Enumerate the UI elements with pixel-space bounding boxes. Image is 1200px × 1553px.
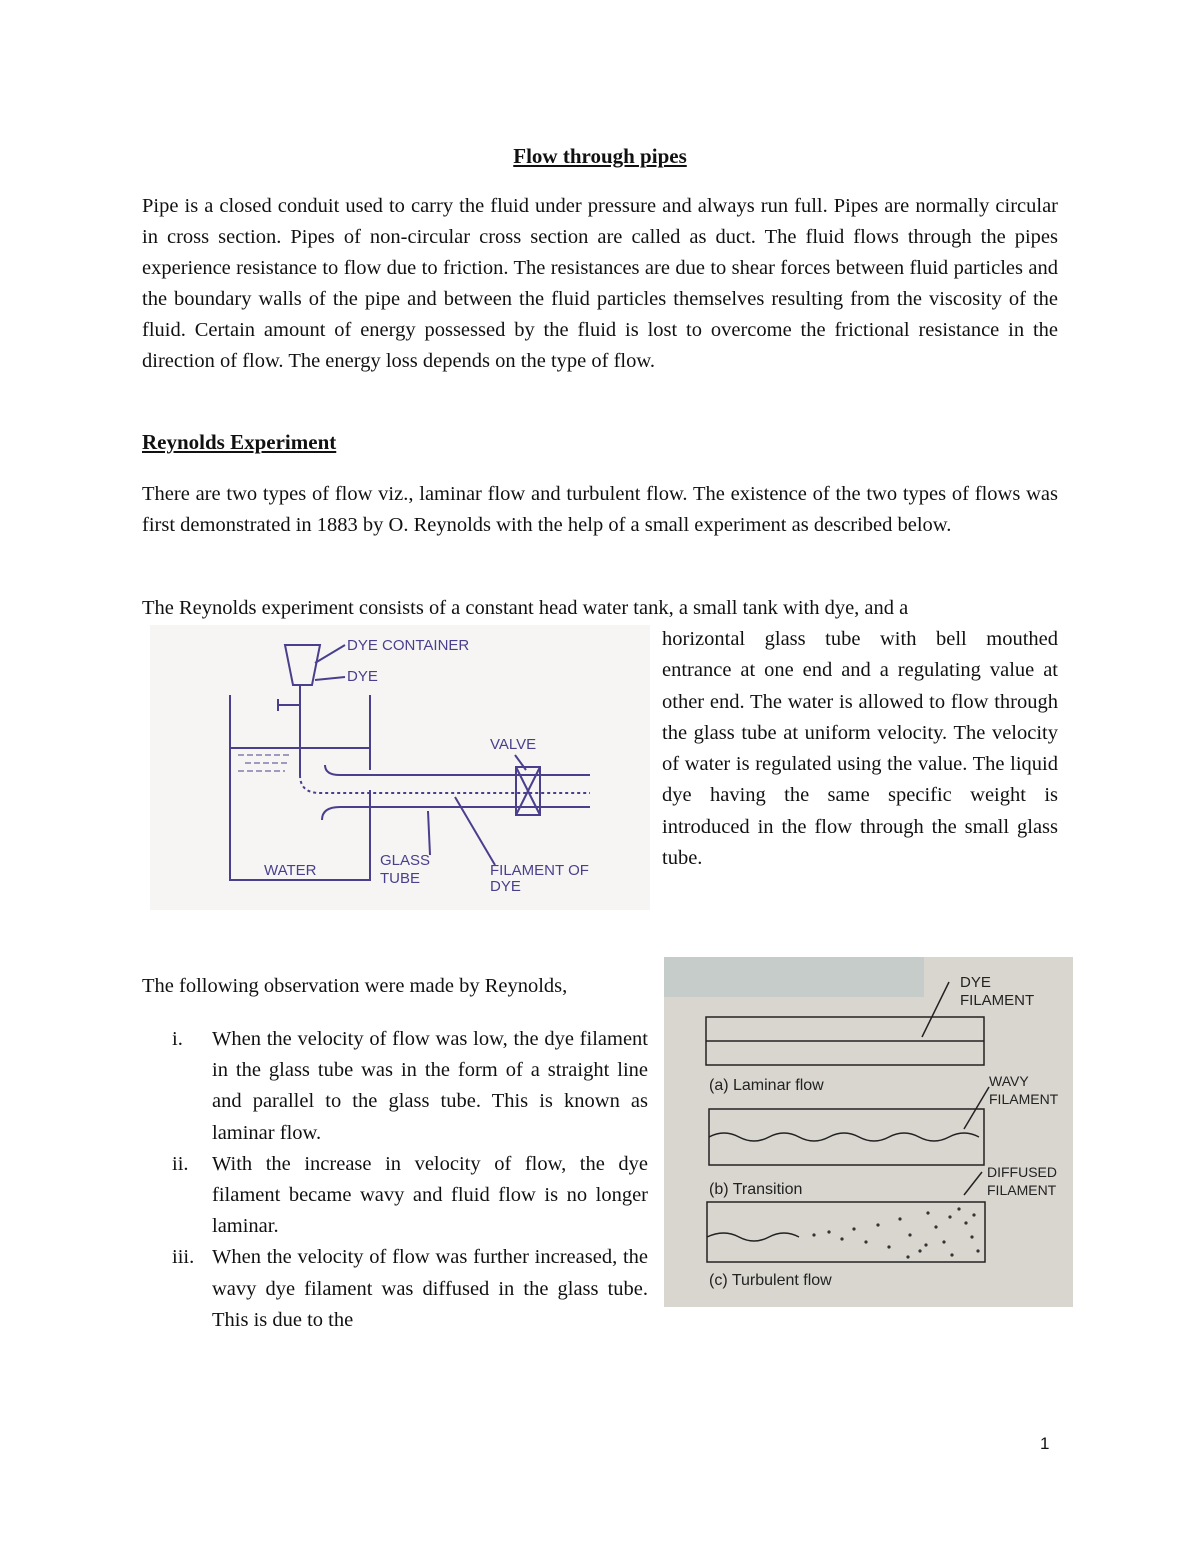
- page-number: 1: [1040, 1434, 1050, 1453]
- label-dye: DYE: [960, 974, 991, 991]
- diffused-dot: [840, 1237, 843, 1240]
- diffused-dot: [942, 1240, 945, 1243]
- diffused-dot: [887, 1245, 890, 1248]
- list-item: [142, 1149, 648, 1243]
- list-item-text: With the increase in velocity of flow, the dye filament became wavy and fluid flow is no longer laminar.: [212, 1152, 648, 1238]
- list-item-number: iii.: [172, 1246, 195, 1269]
- diffused-dot: [852, 1227, 855, 1230]
- reynolds-apparatus-figure: [150, 625, 650, 910]
- observation-list: [142, 1024, 648, 1336]
- section-heading: Reynolds Experiment: [142, 430, 337, 454]
- label-transition: (b) Transition: [709, 1181, 803, 1198]
- label-diffused-filament: FILAMENT: [987, 1182, 1057, 1198]
- label-tube: TUBE: [380, 870, 421, 887]
- list-item-text: When the velocity of flow was further increased, the wavy dye filament was diffused in the glass tube. This is due to the: [212, 1246, 648, 1331]
- list-item-number: i.: [172, 1028, 183, 1050]
- page-title: Flow through pipes: [513, 144, 687, 168]
- diffused-dot: [926, 1211, 929, 1214]
- list-item-text: When the velocity of flow was low, the dye filament in the glass tube was in the form of a straight line and parallel to the glass tube. This is known as laminar flow.: [212, 1028, 648, 1144]
- diffused-dot: [812, 1233, 815, 1236]
- experiment-first-line: The Reynolds experiment consists of a constant head water tank, a small tank with dye, and a: [142, 597, 909, 619]
- flow-figure-shade: [664, 957, 924, 997]
- diffused-dot: [924, 1243, 927, 1246]
- label-water: WATER: [264, 862, 317, 879]
- label-glass: GLASS: [380, 852, 431, 869]
- diffused-dot: [918, 1249, 921, 1252]
- observation-intro: The following observation were made by Reynolds,: [142, 975, 568, 997]
- diffused-dot: [964, 1221, 967, 1224]
- diffused-dot: [957, 1207, 960, 1210]
- diffused-dot: [908, 1233, 911, 1236]
- flow-types-figure: [664, 957, 1073, 1307]
- diffused-dot: [972, 1213, 975, 1216]
- list-item: [142, 1024, 648, 1149]
- diffused-dot: [934, 1225, 937, 1228]
- diffused-dot: [876, 1223, 879, 1226]
- label-diffused: DIFFUSED: [987, 1164, 1057, 1180]
- diffused-dot: [864, 1240, 867, 1243]
- label-filament-of: FILAMENT OF: [490, 862, 589, 879]
- intro-paragraph: Pipe is a closed conduit used to carry the fluid under pressure and always run full. Pipes are normally circular in cross section. Pipes of non-circular cross section are called as duct. The fluid flows through the pipes experience resistance to flow due to friction. The resistances are due to shear forces between fluid particles and the boundary walls of the pipe and between the fluid particles themselves resulting from the viscosity of the fluid. Certain amount of energy possessed by the fluid is lost to overcome the frictional resistance in the direction of flow. The energy loss depends on the type of flow.: [142, 195, 1058, 372]
- list-item-number: ii.: [172, 1152, 189, 1175]
- label-wavy-filament: FILAMENT: [989, 1091, 1059, 1107]
- diffused-dot: [970, 1235, 973, 1238]
- flow-figure-background: [664, 957, 1073, 1307]
- label-dye: DYE: [347, 668, 378, 685]
- label-laminar-flow: (a) Laminar flow: [709, 1077, 824, 1094]
- label-filament-dye: DYE: [490, 878, 521, 895]
- label-turbulent-flow: (c) Turbulent flow: [709, 1272, 832, 1289]
- types-paragraph: There are two types of flow viz., laminar flow and turbulent flow. The existence of the two types of flows was first demonstrated in 1883 by O. Reynolds with the help of a small experiment as described below.: [142, 483, 1058, 536]
- label-dye-filament: FILAMENT: [960, 992, 1035, 1009]
- label-wavy: WAVY: [989, 1073, 1029, 1089]
- diffused-dot: [976, 1249, 979, 1252]
- diffused-dot: [898, 1217, 901, 1220]
- label-dye-container: DYE CONTAINER: [347, 637, 470, 654]
- diffused-dot: [950, 1253, 953, 1256]
- diffused-dot: [906, 1255, 909, 1258]
- diffused-dot: [948, 1215, 951, 1218]
- list-item: [142, 1242, 648, 1336]
- diffused-dot: [827, 1230, 830, 1233]
- experiment-side-text: horizontal glass tube with bell mouthed entrance at one end and a regulating value at other end. The water is allowed to flow through the glass tube at uniform velocity. The velocity of water is regulated using the value. The liquid dye having the same specific weight is introduced in the flow through the small glass tube.: [662, 628, 1058, 870]
- label-valve: VALVE: [490, 736, 537, 753]
